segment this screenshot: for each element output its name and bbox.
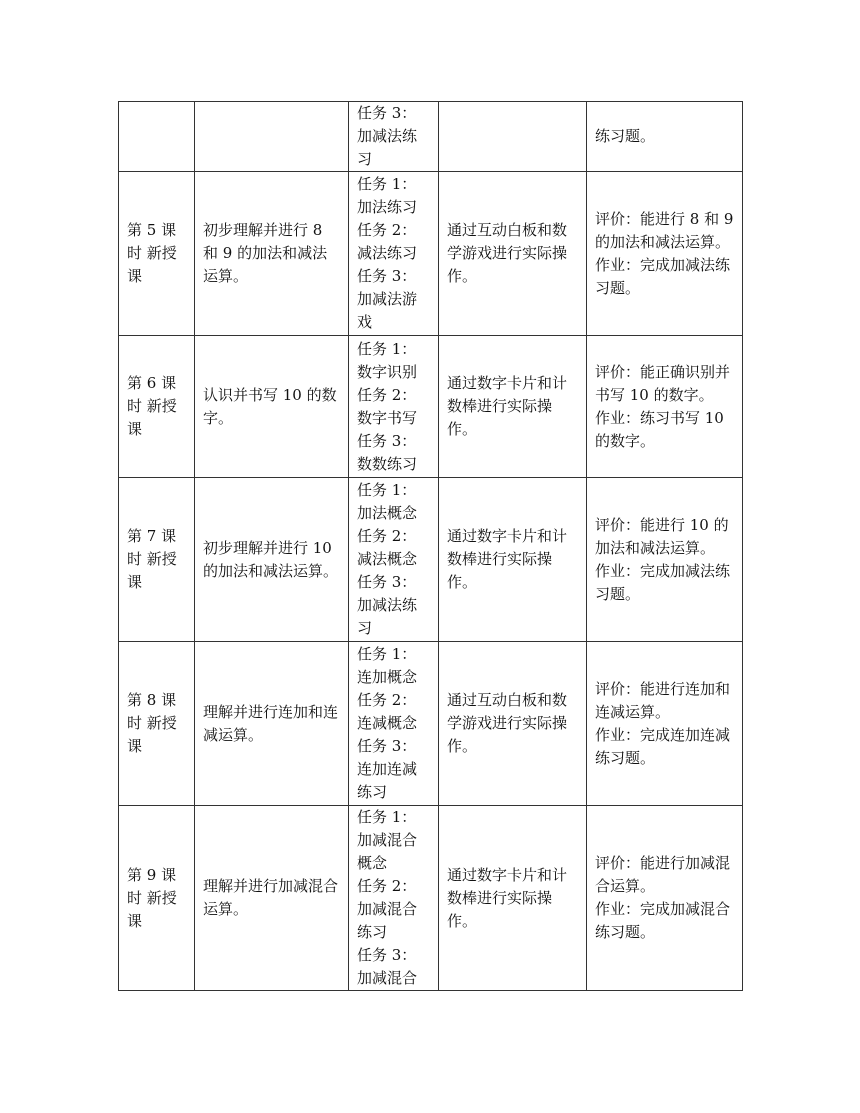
tasks-cell <box>349 478 439 642</box>
goal-cell: 初步理解并进行 8 和 9 的加法和减法运算。 <box>195 172 349 336</box>
tasks-cell <box>349 806 439 991</box>
task-item: 任务 3：连加连减练习 <box>357 737 418 801</box>
lesson-cell: 第 6 课时 新授课 <box>119 336 195 478</box>
goal-cell: 理解并进行连加和连减运算。 <box>195 642 349 806</box>
task-item: 任务 3：加减法游戏 <box>357 267 418 331</box>
method-cell: 通过数字卡片和计数棒进行实际操作。 <box>439 806 587 991</box>
task-item: 任务 2：连减概念 <box>357 691 418 732</box>
task-item: 任务 3：加减法练习 <box>357 104 418 168</box>
tasks-cell <box>349 102 439 172</box>
task-item: 任务 1：数字识别 <box>357 339 418 381</box>
goal-cell: 理解并进行加减混合运算。 <box>195 806 349 991</box>
eval-item: 评价：能进行 10 的加法和减法运算。 <box>595 515 729 557</box>
eval-item: 评价：能进行 8 和 9 的加法和减法运算。 <box>595 209 734 251</box>
lesson-cell <box>119 102 195 172</box>
eval-cell <box>587 336 743 478</box>
eval-item: 作业：完成加减法练习题。 <box>595 561 731 603</box>
lesson-cell: 第 7 课时 新授课 <box>119 478 195 642</box>
goal-cell: 初步理解并进行 10 的加法和减法运算。 <box>195 478 349 642</box>
method-cell <box>439 102 587 172</box>
eval-item: 作业：完成连加连减练习题。 <box>595 725 731 767</box>
task-item: 任务 1：加法练习 <box>357 175 418 216</box>
lesson-plan-table <box>118 101 743 991</box>
goal-cell <box>195 102 349 172</box>
task-item: 任务 1：加减混合概念 <box>357 808 418 872</box>
eval-item: 作业：完成加减法练习题。 <box>595 255 731 297</box>
method-cell: 通过互动白板和数学游戏进行实际操作。 <box>439 642 587 806</box>
eval-item: 评价：能进行连加和连减运算。 <box>595 679 731 721</box>
method-cell: 通过数字卡片和计数棒进行实际操作。 <box>439 478 587 642</box>
tasks-cell <box>349 642 439 806</box>
method-cell: 通过互动白板和数学游戏进行实际操作。 <box>439 172 587 336</box>
lesson-cell: 第 5 课时 新授课 <box>119 172 195 336</box>
eval-item: 作业：完成加减混合练习题。 <box>595 900 731 941</box>
task-item: 任务 1：连加概念 <box>357 645 418 686</box>
eval-cell <box>587 642 743 806</box>
table-row <box>119 102 743 172</box>
method-cell: 通过数字卡片和计数棒进行实际操作。 <box>439 336 587 478</box>
lesson-cell: 第 8 课时 新授课 <box>119 642 195 806</box>
tasks-cell <box>349 172 439 336</box>
eval-cell <box>587 806 743 991</box>
eval-item: 作业：练习书写 10 的数字。 <box>595 408 724 450</box>
eval-item: 评价：能正确识别并书写 10 的数字。 <box>595 362 731 404</box>
task-item: 任务 2：减法练习 <box>357 221 418 262</box>
task-item: 任务 2：加减混合练习 <box>357 877 418 941</box>
task-item: 任务 3：数数练习 <box>357 431 418 473</box>
table-row <box>119 806 743 991</box>
task-item: 任务 2：数字书写 <box>357 385 418 427</box>
task-item: 任务 3：加减混合 <box>357 946 418 987</box>
task-item: 任务 3：加减法练习 <box>357 573 418 637</box>
table-row <box>119 172 743 336</box>
table-row <box>119 478 743 642</box>
eval-item: 练习题。 <box>595 127 656 145</box>
eval-cell <box>587 172 743 336</box>
eval-cell <box>587 478 743 642</box>
goal-cell: 认识并书写 10 的数字。 <box>195 336 349 478</box>
lesson-cell: 第 9 课时 新授课 <box>119 806 195 991</box>
table-row <box>119 336 743 478</box>
task-item: 任务 2：减法概念 <box>357 527 418 568</box>
tasks-cell <box>349 336 439 478</box>
task-item: 任务 1：加法概念 <box>357 481 418 522</box>
table-row <box>119 642 743 806</box>
eval-cell <box>587 102 743 172</box>
eval-item: 评价：能进行加减混合运算。 <box>595 854 731 895</box>
